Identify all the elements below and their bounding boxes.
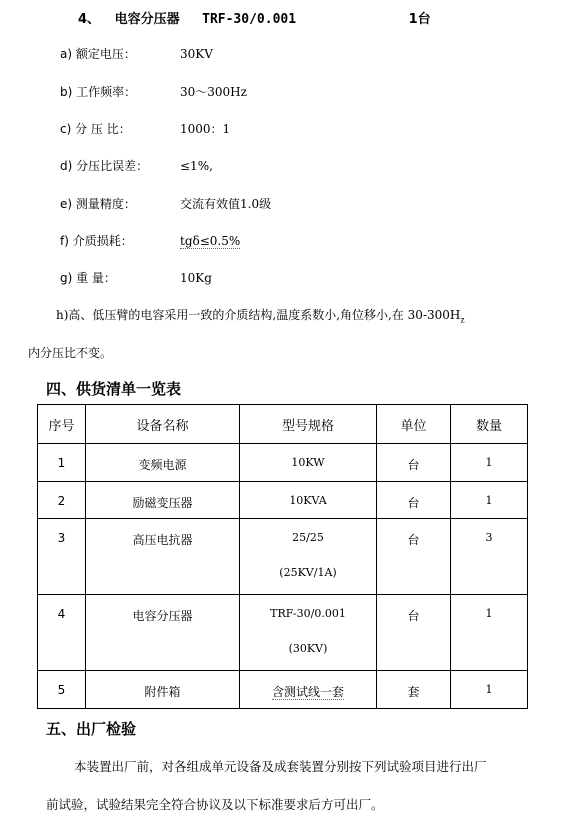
table-row	[38, 595, 528, 671]
table-row	[38, 482, 528, 519]
cell-qty: 1	[451, 444, 528, 482]
header-qty: 数量	[451, 405, 528, 444]
spec-label: g) 重 量：	[60, 271, 116, 285]
item-number: 4、	[78, 12, 101, 27]
cell-name: 变频电源	[86, 444, 240, 482]
item-heading	[78, 8, 431, 27]
spec-dielectric-loss	[60, 232, 240, 249]
cell-model	[240, 519, 377, 595]
cell-name: 附件箱	[86, 671, 240, 709]
cell-model-line-2: (30KV)	[288, 642, 328, 655]
note-line-1	[56, 306, 465, 324]
cell-model-text: 含测试线一套	[271, 685, 344, 699]
cell-name: 电容分压器	[86, 595, 240, 671]
cell-unit: 台	[377, 482, 451, 519]
cell-qty: 3	[451, 519, 528, 595]
spec-rated-voltage	[60, 45, 213, 62]
item-quantity: 1台	[408, 12, 431, 27]
spec-value: ≤1%,	[180, 159, 213, 173]
table-row	[38, 444, 528, 482]
header-no: 序号	[38, 405, 86, 444]
header-model: 型号规格	[240, 405, 377, 444]
cell-name: 励磁变压器	[86, 482, 240, 519]
cell-no: 5	[38, 671, 86, 709]
spec-value: 10Kg	[180, 271, 212, 285]
spec-weight	[60, 269, 212, 286]
cell-no: 3	[38, 519, 86, 595]
cell-model-line-1: 25/25	[292, 531, 324, 544]
cell-qty: 1	[451, 482, 528, 519]
cell-model	[240, 595, 377, 671]
spec-value: 1000：1	[180, 122, 231, 136]
section-heading-factory-inspection: 五、出厂检验	[46, 720, 137, 738]
spec-label: b) 工作频率：	[60, 85, 137, 99]
cell-model-line-2: (25KV/1A)	[279, 566, 337, 579]
cell-unit: 台	[377, 519, 451, 595]
cell-no: 4	[38, 595, 86, 671]
cell-model	[240, 671, 377, 709]
item-title: 电容分压器	[114, 12, 180, 27]
table-row	[38, 671, 528, 709]
spec-label: d) 分压比误差：	[60, 159, 149, 173]
note-text: h)高、低压臂的电容采用一致的介质结构,温度系数小,角位移小,在 30-300H	[56, 308, 461, 322]
spec-value: 交流有效值1.0级	[180, 197, 272, 211]
cell-model: 10KVA	[240, 482, 377, 519]
spec-value: tgδ≤0.5%	[180, 234, 241, 248]
cell-unit: 台	[377, 595, 451, 671]
inspection-line-1: 本装置出厂前，对各组成单元设备及成套装置分别按下列试验项目进行出厂	[74, 759, 487, 774]
spec-label: c) 分 压 比：	[60, 122, 131, 136]
cell-name: 高压电抗器	[86, 519, 240, 595]
cell-no: 2	[38, 482, 86, 519]
cell-model: 10KW	[240, 444, 377, 482]
spec-label: e) 测量精度：	[60, 197, 136, 211]
cell-qty: 1	[451, 595, 528, 671]
section-heading-supply-list: 四、供货清单一览表	[46, 380, 182, 398]
spec-accuracy	[60, 195, 271, 212]
cell-no: 1	[38, 444, 86, 482]
note-line-2: 内分压比不变。	[28, 346, 113, 360]
spec-ratio	[60, 120, 230, 137]
spec-frequency	[60, 83, 247, 100]
spec-label: f) 介质损耗：	[60, 234, 133, 248]
table-row	[38, 519, 528, 595]
supply-table	[37, 404, 528, 709]
spec-value: 30～300Hz	[180, 85, 247, 99]
note-subscript: z	[460, 315, 465, 325]
spec-ratio-error	[60, 157, 213, 174]
item-model: TRF-30/0.001	[202, 12, 297, 27]
table-header-row	[38, 405, 528, 444]
inspection-line-2: 前试验，试验结果完全符合协议及以下标准要求后方可出厂。	[46, 797, 384, 812]
spec-label: a) 额定电压：	[60, 47, 136, 61]
header-name: 设备名称	[86, 405, 240, 444]
cell-qty: 1	[451, 671, 528, 709]
header-unit: 单位	[377, 405, 451, 444]
cell-unit: 台	[377, 444, 451, 482]
cell-model-line-1: TRF-30/0.001	[270, 607, 346, 620]
spec-value: 30KV	[180, 47, 213, 61]
cell-unit: 套	[377, 671, 451, 709]
